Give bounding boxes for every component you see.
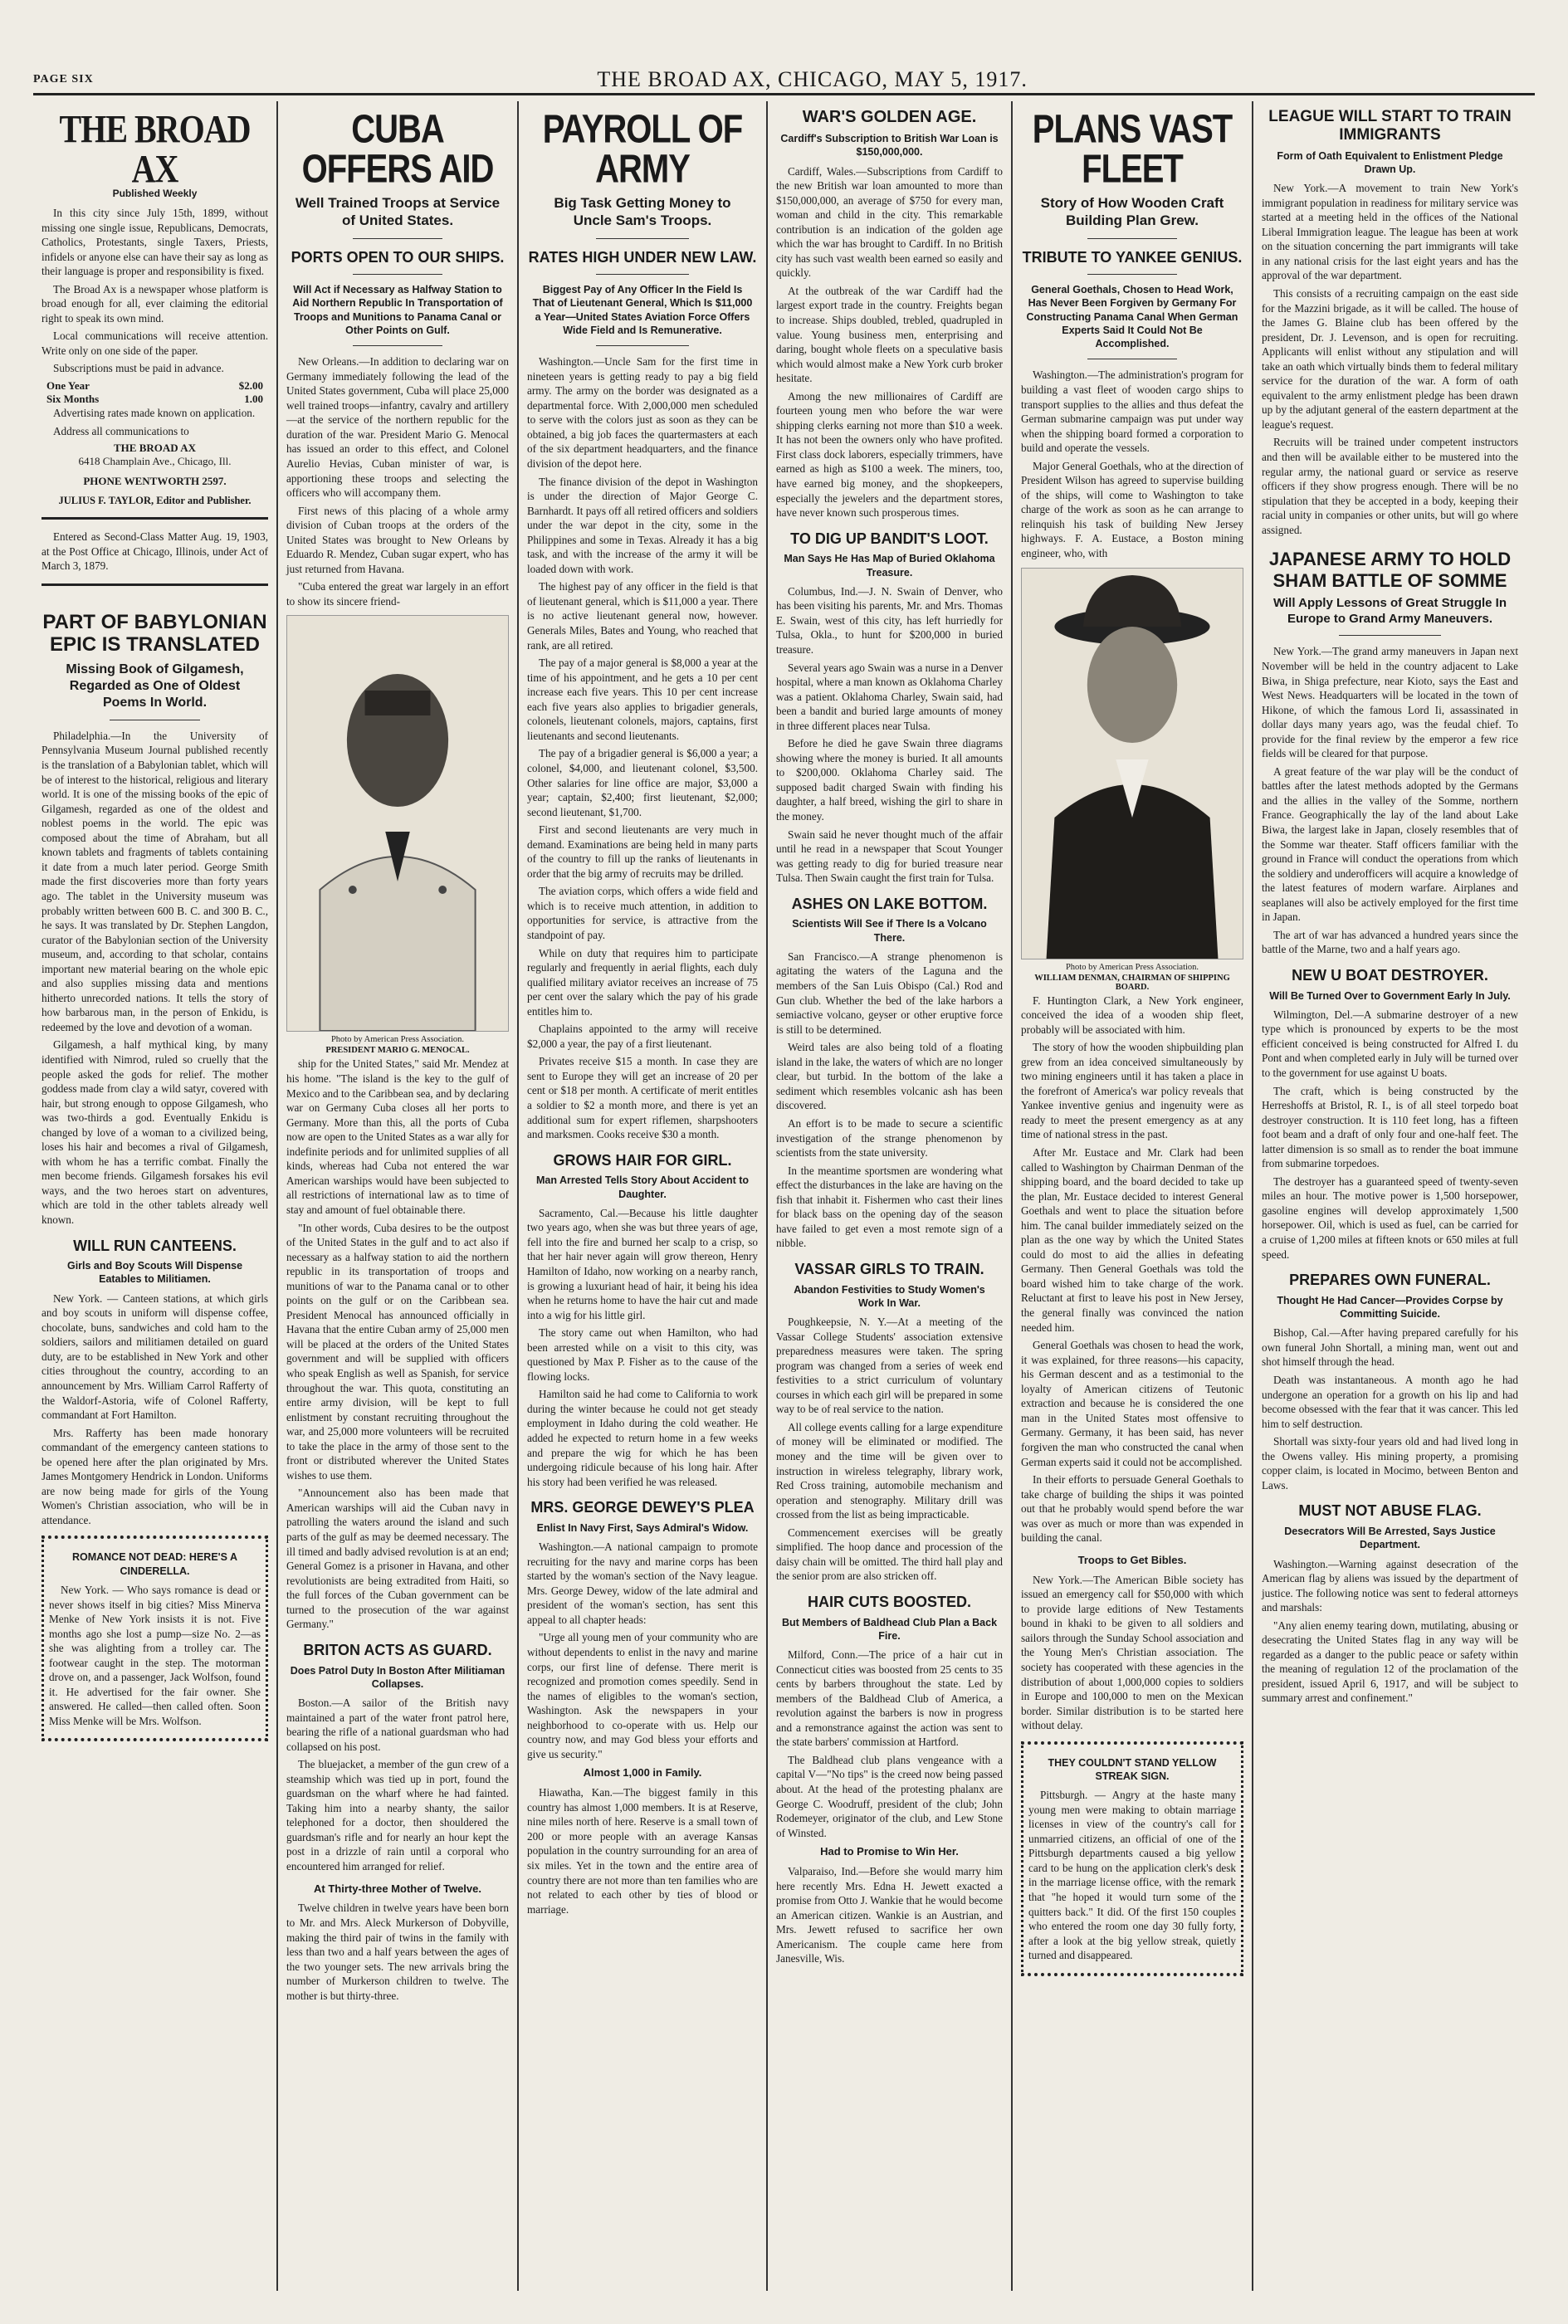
page-number: PAGE SIX bbox=[33, 73, 94, 85]
bandit-loot-text-4: Swain said he never thought much of the affair until he read in a newspaper that Scout Younger was getting ready to dig for buried treasure near Tulsa. Then Swain caught the first train for Tulsa. bbox=[776, 828, 1003, 885]
column-3 bbox=[519, 101, 768, 2291]
dewey-deck: Enlist In Navy First, Says Admiral's Widow. bbox=[536, 1521, 749, 1534]
vassar-text-3: Commencement exercises will be greatly simplified. The hoop dance and procession of the daisy chain will be omitted. The third hall play and the senior prom are also stricken off. bbox=[776, 1526, 1003, 1583]
immigrants-text-2: This consists of a recruiting campaign on the east side for the Mazzini brigade, as it will be called. The house of the James G. Blaine club has been offered by the president, Dr. J. Levenson, and is open for recruiting. Applicants will enlist without any stipulation and will take an oath which virtually binds them to federal military service for the duration of the war. A form of oath equivalent to the army enlistment pledge has been drawn up by the adjutant general of the eastern department at the league's request. bbox=[1262, 287, 1518, 431]
grows-hair-text-2: The story came out when Hamilton, who had been arrested while on a visit to this city, was questioned by Max P. Fisher as to the cause of the flowing locks. bbox=[527, 1326, 758, 1383]
cuba-deck: Well Trained Troops at Service of United States. bbox=[295, 195, 501, 229]
vassar-text-2: All college events calling for a large expenditure of money will be eliminated or modified. The money and the time will be given over to instruction in wireless telegraphy, library work, Red Cross training, automobile mechanism and operation and stenography. Military drill was crossed from the list as being impracticable. bbox=[776, 1420, 1003, 1521]
lake-bottom-deck: Scientists Will See if There Is a Volcano There. bbox=[792, 918, 987, 944]
immigrants-text-1: New York.—A movement to train New York's immigrant population in readiness for military service was started at a meeting held in the offices of the National Liberal Immigration league. The league has been at work on the situation concerning the part immigrants will take in any national crisis for the last eight years and has the approval of the war department. bbox=[1262, 182, 1518, 282]
funeral-text-1: Bishop, Cal.—After having prepared carefully for his own funeral John Shortall, a mining man, went out and shot himself through the head. bbox=[1262, 1326, 1518, 1369]
briton-headline: BRITON ACTS AS GUARD. bbox=[303, 1641, 492, 1658]
golden-age-deck: Cardiff's Subscription to British War Loan is $150,000,000. bbox=[780, 133, 999, 159]
bandit-loot-text-3: Before he died he gave Swain three diagrams showing where the money is buried. It all amounts to $200,000. Oklahoma Charley said. The supposed badit charged Swain with finding his daughter, a half breed, wishing the girl to share in the money. bbox=[776, 737, 1003, 823]
hair-cuts-text-1: Milford, Conn.—The price of a hair cut in Connecticut cities was boosted from 25 cents to 35 cents by barbers throughout the state. Led by members of the Baldhead Club of America, a revolution against the barbers is now in progress and a remonstrance against the action was sent to the state barbers' commission at Hartford. bbox=[776, 1648, 1003, 1749]
babylonian-epic-headline: PART OF BABYLONIAN EPIC IS TRANSLATED bbox=[42, 610, 267, 657]
advertising-note: Advertising rates made known on application. bbox=[53, 407, 256, 420]
canteens-text-2: Mrs. Rafferty has been made honorary commandant of the emergency canteen stations to be opened here after the plan originated by Mrs. James Montgomery Hendrick in London. Uniforms are now being made for girls of the Young Women's Christian association, who will be in attendance. bbox=[42, 1426, 268, 1526]
column-4 bbox=[768, 101, 1013, 2291]
payroll-text-5: The pay of a brigadier general is $6,000 a year; a colonel, $4,000, and lieutenant colonel, $3,500. Other salaries for line office are major, $3,000 a year; captain, $2,400; first lieutenant, $2,000; second lieutenant, $1,700. bbox=[527, 747, 758, 818]
briton-text-1: Boston.—A sailor of the British navy maintained a part of the water front patrol here, bearing the rifle of a national guardsman who had collapsed on his post. bbox=[286, 1697, 509, 1753]
denman-caption: WILLIAM DENMAN, CHAIRMAN OF SHIPPING BOARD. bbox=[1034, 973, 1230, 992]
portrait-illustration bbox=[287, 616, 508, 1031]
funeral-deck: Thought He Had Cancer—Provides Corpse by Committing Suicide. bbox=[1277, 1294, 1503, 1321]
payroll-text-1: Washington.—Uncle Sam for the first time in nineteen years is getting ready to pay a big field army. The army on the border was designated as a departmental force. With 2,000,000 men scheduled to serve with the colors just as soon as they can be obtained, a big job faces the quartermasters at each of the six department headquarters, and the finance division of the depot here. bbox=[527, 355, 758, 471]
hair-cuts-headline: HAIR CUTS BOOSTED. bbox=[807, 1593, 971, 1610]
flag-text-2: "Any alien enemy tearing down, mutilating, abusing or desecrating the United States flag in any way will be regarded as a danger to the public peace or safety within the meaning of regulation 12 of the proclamation of the president, issued April 6, 1917, and will be subject to summary arrest and confinement." bbox=[1262, 1618, 1518, 1705]
cuba-subdeck: Will Act if Necessary as Halfway Station to Aid Northern Republic In Transportation of Troops and Munitions to Panama Canal or Other Points on Gulf. bbox=[292, 284, 503, 336]
payroll-text-9: Chaplains appointed to the army will receive $2,000 a year, the pay of a first lieutenant. bbox=[527, 1023, 758, 1050]
vast-fleet-text-5: After Mr. Eustace and Mr. Clark had been called to Washington by Chairman Denman of the shipping board, and the board decided to take up the plan, Mr. Eustace decided to interest General Goethals and went to place the situation before him. The canal builder immediately seized on the plan as the one way by which the United States could do most to aid the allies in defeating Germany. Then General Goethals was told the board wished him to take charge of the work. Reluctant at first to leave his post in New Jersey, the general finally was convinced the nation needed him. bbox=[1021, 1146, 1243, 1334]
yellow-streak-text: Pittsburgh. — Angry at the haste many young men were making to obtain marriage licenses in view of the country's call for unmarried citizens, an official of one of the Pittsburgh departments caused a big yellow card to be hung on the application clerk's desk in the marriage license office, with the remark that "he hoped it would turn some of the quitters back." It did. Of the first 150 couples who entered the room one day 30 fully forty, after a look at the big yellow streak, quietly turned and disappeared. bbox=[1028, 1789, 1236, 1962]
vassar-headline: VASSAR GIRLS TO TRAIN. bbox=[794, 1260, 984, 1277]
u-boat-text-2: The craft, which is being constructed by the Herreshoffs at Bristol, R. I., is of all steel torpedo boat destroyer construction. It is 110 feet long, has a fifteen foot beam and a draft of only four and one-half feet. The latter dimension is so small as to render the boat immune from submarine torpedoes. bbox=[1262, 1084, 1518, 1170]
bandit-loot-text-2: Several years ago Swain was a nurse in a Denver hospital, where a man known as Oklahoma Charley was a patient. Oklahoma Charley, Swain said, had been a bandit and buried large amounts of money in three different places near Tulsa. bbox=[776, 661, 1003, 732]
lake-bottom-text-4: In the meantime sportsmen are wondering what effect the disturbances in the lake are having on the fish that inhabit it. Fishermen who cast their lines for black bass on the opening day of the season have failed to get even a most remote sign of a nibble. bbox=[776, 1164, 1003, 1250]
cinderella-box bbox=[42, 1536, 268, 1741]
golden-age-text-3: Among the new millionaires of Cardiff are fourteen young men who before the war were shipping clerks earning not more than $10 a week. It has not been the owners only who have profited. First class dock laborers, especially trimmers, have earned as high as $100 a week. The miners, too, have earned big money, and the shopkeepers, especially the jewelers and the department stores, have never known such prosperous times. bbox=[776, 389, 1003, 520]
paper-name: THE BROAD AX bbox=[59, 106, 251, 192]
lake-bottom-text-2: Weird tales are also being told of a floating island in the lake, the waters of which are no longer clear, but turbid. In the bottom of the lake a sediment which resembles volcanic ash has been discovered. bbox=[776, 1041, 1003, 1112]
babylonian-epic-text-2: Gilgamesh, a half mythical king, by many identified with Nimrod, ruled so cruelly that the people asked the gods for relief. The mother goddess made from clay a wild satyr, covered with hair, but strong enough to oppose Gilgamesh, who was two-thirds a god. Eventually Enkidu is changed by love of a woman to a civilized being, loses his hair and becomes a rival of Gilgamesh, with whom he has a terrific combat. Finally the men become friends. Gilgamesh forsakes his evil ways, and the two heroes start on adventures, which are told in the other tablets already well known. bbox=[42, 1038, 268, 1226]
communications-note: Local communications will receive attention. Write only on one side of the paper. bbox=[42, 330, 268, 357]
cuba-subhead: PORTS OPEN TO OUR SHIPS. bbox=[291, 248, 505, 266]
phone-number: PHONE WENTWORTH 2597. bbox=[83, 475, 227, 488]
canteens-text: New York. — Canteen stations, at which girls and boy scouts in uniform will dispense coffee, chocolate, buns, sandwiches and cold ham to the soldiers, sailors and militiamen detailed on guard duty, are to be established in New York and other cities throughout the country, according to an announcement by Mrs. William Carrol Rafferty of the Waldorf-Astoria, wife of Colonel Rafferty, commandant at Fort Hamilton. bbox=[42, 1291, 268, 1422]
japanese-army-headline: JAPANESE ARMY TO HOLD SHAM BATTLE OF SOMME bbox=[1268, 549, 1512, 591]
entry-notice: Entered as Second-Class Matter Aug. 19, 1903, at the Post Office at Chicago, Illinois, under Act of March 3, 1879. bbox=[42, 530, 268, 573]
column-2 bbox=[278, 101, 519, 2291]
mother-of-twelve-text: Twelve children in twelve years have been born to Mr. and Mrs. Aleck Murkerson of Dobyville, making the third pair of twins in the family with less than two and a half years between the ages of the two younger sets. The new arrivals bring the number of Murkerson children to twelve. The mother is but thirty-three. bbox=[286, 1902, 509, 2002]
immigrants-headline: LEAGUE WILL START TO TRAIN IMMIGRANTS bbox=[1268, 108, 1512, 144]
vast-fleet-text-4: The story of how the wooden shipbuilding plan grew from an idea conceived simultaneously by two mining engineers until it has taken a place in the forefront of America's war policy reveals that Yankee inventive genius and ingenuity were as ready to meet the present emergency as at any time of national stress in the past. bbox=[1021, 1041, 1243, 1141]
bibles-headline: Troops to Get Bibles. bbox=[1077, 1553, 1187, 1566]
mother-of-twelve-headline: At Thirty-three Mother of Twelve. bbox=[314, 1882, 481, 1895]
vassar-text-1: Poughkeepsie, N. Y.—At a meeting of the Vassar College Students' association extensive preparedness measures were taken. The spring program was changed from a series of week end festivities to a strict curriculum of voluntary courses in which each girl will be prepared in some way to be of real service to the nation. bbox=[776, 1316, 1003, 1416]
vast-fleet-headline: PLANS VAST FLEET bbox=[1032, 107, 1233, 192]
payroll-text-4: The pay of a major general is $8,000 a year at the time of his appointment, and he gets a 10 per cent increase each five years. This 10 per cent increase each five years also applies to brigadier generals, colonels, lieutenant colonels, majors, captains, first lieutenants and second lieutenants. bbox=[527, 657, 758, 742]
lake-bottom-headline: ASHES ON LAKE BOTTOM. bbox=[791, 895, 988, 912]
golden-age-text-2: At the outbreak of the war Cardiff had the largest export trade in the country. Freights began to increase. Ships doubled, trebled, quadrupled in value. Young business men, enterprising and daring, bought whole fleets on a speculative basis which would almost make a New York curb broker hesitate. bbox=[776, 284, 1003, 385]
bandit-loot-deck: Man Says He Has Map of Buried Oklahoma Treasure. bbox=[784, 553, 995, 579]
portrait-illustration bbox=[1022, 569, 1243, 959]
payroll-text-6: First and second lieutenants are very much in demand. Examinations are being held in many parts of the country to fill up the ranks of lieutenants in order that the big army of recruits may be drilled. bbox=[527, 823, 758, 880]
address-note: Address all communications to bbox=[53, 424, 189, 437]
payroll-subhead: RATES HIGH UNDER NEW LAW. bbox=[528, 248, 757, 266]
immigrants-deck: Form of Oath Equivalent to Enlistment Pledge Drawn Up. bbox=[1277, 149, 1503, 175]
cuba-text-1: New Orleans.—In addition to declaring war on Germany immediately following the lead of the United States government, Cuba will place 25,000 well trained troops—infantry, cavalry and artillery—at the service of the northern republic for the duration of the war. President Mario G. Menocal has issued an order to this effect, and Colonel Aurelio Hevias, Cuban minister of war, is apportioning these troops and selecting the officers who will accompany them. bbox=[286, 355, 509, 500]
babylonian-epic-text: Philadelphia.—In the University of Pennsylvania Museum Journal published recently is the translation of a Babylonian tablet, which will be of interest to the historical, religious and literary world. It is one of the missing books of the epic of Gilgamesh, regarded as one of the oldest and noblest poems in the world. The epic was composed about the time of Abraham, but all known tablets and fragments of tablets containing it date from a much later period. George Smith made the first discoveries more than forty years ago. The tablet in the University museum was probably written between 600 B. C. and 300 B. C., he says. It was translated by Dr. Stephen Langdon, curator of the Babylonian section of the University museum, and, according to that scholar, contains important new material bearing on the whole epic and also supplies missing data and mentions hitherto unrecorded nations. It tells the story of how barbarous man, in the person of Enkidu, is redeemed by the love and devotion of a woman. bbox=[42, 729, 268, 1033]
bandit-loot-text-1: Columbus, Ind.—J. N. Swain of Denver, who has been visiting his parents, Mr. and Mrs. Thomas E. Swain, west of this city, has left hurriedly for Tulsa, Okla., to hunt for $200,000 in buried treasure. bbox=[776, 584, 1003, 656]
immigrants-text-3: Recruits will be trained under competent instructors and then will be available either to be mustered into the regular army, the national guard or service as reserve officers if they show progress enough. There will be no stipulation that they be accepted in a body, keeping their racial unity in companies or other units, but will go where assigned. bbox=[1262, 436, 1518, 536]
about-paragraph: In this city since July 15th, 1899, without missing one single issue, Republicans, Democrats, Catholics, Protestants, single Taxers, Priests, infidels or anyone else can have their say as long as their language is proper and responsibility is fixed. bbox=[42, 207, 268, 278]
vast-fleet-deck: Story of How Wooden Craft Building Plan Grew. bbox=[1040, 195, 1224, 229]
big-family-headline: Almost 1,000 in Family. bbox=[583, 1766, 702, 1780]
columns bbox=[33, 101, 1535, 2291]
subscriptions-note: Subscriptions must be paid in advance. bbox=[53, 362, 224, 375]
grows-hair-text-1: Sacramento, Cal.—Because his little daughter two years ago, when she was but three years of age, fell into the fire and burned her scalp to a crisp, so that her hair never again will grow thereon, Henry Hamilton of Idaho, now working on a nearby ranch, is growing a luxuriant head of hair, it being his idea when he returns home to have the hair cut and made into a wig for his little girl. bbox=[527, 1206, 758, 1321]
funeral-text-2: Death was instantaneous. A month ago he had undergone an operation for a growth on his lip and had become obsessed with the fear that it was cancer. This led him to self destruction. bbox=[1262, 1373, 1518, 1430]
column-6 bbox=[1253, 101, 1526, 2291]
dewey-headline: MRS. GEORGE DEWEY'S PLEA bbox=[530, 1499, 755, 1516]
dewey-text-2: "Urge all young men of your community who are without dependents to enlist in the navy and marine corps, our first line of defense. There merit is recognized and promotion comes speedily. Send in the names of eligibles to the woman's section, Washington. Ask the newspapers in your neighborhood to co-operate with us. Help our country now, and may God bless your efforts and give us security." bbox=[527, 1631, 758, 1760]
cuba-headline: CUBA OFFERS AID bbox=[301, 107, 494, 192]
u-boat-deck: Will Be Turned Over to Government Early In July. bbox=[1269, 989, 1511, 1002]
hair-cuts-deck: But Members of Baldhead Club Plan a Back Fire. bbox=[781, 1616, 998, 1642]
address-line: 6418 Champlain Ave., Chicago, Ill. bbox=[78, 455, 232, 468]
cuba-text-6: "Announcement also has been made that American warships will aid the Cuban navy in patrolling the waters around the island and such parts of the gulf as may be deemed necessary. The ill timed and badly advised revolution is at an end; General Gomez is a prisoner in Havana, and other revolutionists are being extradited from Haiti, so the full forces of the Cuban government can be turned to the prosecution of the war against Germany." bbox=[286, 1487, 509, 1631]
denman-photo-credit: Photo by American Press Association. bbox=[1065, 962, 1199, 972]
editor-line: JULIUS F. TAYLOR, Editor and Publisher. bbox=[58, 495, 252, 507]
vast-fleet-text-1: Washington.—The administration's program for building a vast fleet of wooden cargo ships to transport supplies to the allies and thus defeat the German submarine campaign was put under way when the shipping board formed a corporation to build and operate the vessels. bbox=[1021, 369, 1243, 455]
briton-text-2: The bluejacket, a member of the gun crew of a steamship which was tied up in port, found the guardsman on the wharf where he had fainted. Taking him into a nearby shanty, the sailor telephoned for a doctor, then shouldered the guardsman's rifle and for nearly an hour kept the post in a drizzle of rain until a corporal who encountered him arranged for relief. bbox=[286, 1758, 509, 1873]
briton-deck: Does Patrol Duty In Boston After Militiaman Collapses. bbox=[290, 1664, 506, 1690]
golden-age-headline: WAR'S GOLDEN AGE. bbox=[802, 108, 977, 126]
u-boat-text-1: Wilmington, Del.—A submarine destroyer of a new type which is pronounced by experts to be the most efficient conceived is being constructed for Alfred I. du Pont and when completed early in July will be turned over to the government for use against U boats. bbox=[1262, 1008, 1518, 1080]
payroll-text-2: The finance division of the depot in Washington is under the direction of Major George C. Barnhardt. It pays off all retired officers and soldiers under the war depot in the city, some in the Philippines and some in Texas. Already it has a big task, and with the increase of the army it will be loaded down with work. bbox=[527, 475, 758, 575]
japanese-army-deck: Will Apply Lessons of Great Struggle In Europe to Grand Army Maneuvers. bbox=[1272, 595, 1507, 626]
canteens-deck: Girls and Boy Scouts Will Dispense Eatables to Militiamen. bbox=[66, 1260, 243, 1286]
published-weekly: Published Weekly bbox=[112, 188, 198, 199]
flag-headline: MUST NOT ABUSE FLAG. bbox=[1298, 1502, 1482, 1520]
denman-portrait bbox=[1021, 568, 1243, 959]
payroll-text-8: While on duty that requires him to participate regularly and frequently in aerial flights, each duly qualified military aviator receives an increase of 75 per cent over the salary which the pay of his grade entitles him to. bbox=[527, 946, 758, 1018]
yellow-streak-box bbox=[1021, 1741, 1243, 1976]
payroll-text-7: The aviation corps, which offers a wide field and which is to receive much attention, in addition to opportunities for service, is attractive from the standpoint of pay. bbox=[527, 885, 758, 941]
platform-paragraph: The Broad Ax is a newspaper whose platform is broad enough for all, ever claiming the editorial right to speak its own mind. bbox=[42, 282, 268, 325]
lake-bottom-text-3: An effort is to be made to secure a scientific investigation of the strange phenomenon by scientists from the state university. bbox=[776, 1116, 1003, 1160]
japanese-army-text-1: New York.—The grand army maneuvers in Japan next November will be held in the country adjacent to Lake Biwa, in Shiga prefecture, near Kioto, says the East and West News. Headquarters will be located in the town of Hikone, of which the famous Lord Ii, assassinated in dollar days many years ago, was the feudal chief. To provide for the final review by the emperor a few rice fields will be cleared for that purpose. bbox=[1262, 645, 1518, 760]
u-boat-headline: NEW U BOAT DESTROYER. bbox=[1292, 966, 1488, 984]
vast-fleet-text-6: General Goethals was chosen to head the work, it was explained, for three reasons—his capacity, his German descent and as a testimonial to the loyalty of American citizens of Teutonic extraction and because he is considered the one man in the United States most offensive to Germany. Germany, it has been said, has never forgiven the man who constructed the canal when German experts said it could not be accomplished. bbox=[1021, 1339, 1243, 1468]
cinderella-text: New York. — Who says romance is dead or never shows itself in big cities? Miss Minerva Menke of New York insists it is not. Five months ago she lost a pump—size No. 2—as she was alighting from a trolley car. The footwear caught in the step. The motorman drove on, and a passenger, Jack Wolfson, found it. He advertised for the fair owner. She answered. He called—then called often. Soon Miss Menke will be Mrs. Wolfson. bbox=[49, 1583, 261, 1727]
grows-hair-headline: GROWS HAIR FOR GIRL. bbox=[553, 1151, 732, 1169]
big-family-text: Hiawatha, Kan.—The biggest family in this country has almost 1,000 members. It is at Reserve, nine miles north of here. Reserve is a small town of 200 or more people with an average Kansas population in the country surrounding for an area of six miles. Yet in the town and the entire area of country there are not more than ten families who are not related to each other by ties of blood or marriage. bbox=[527, 1786, 758, 1916]
payroll-deck: Big Task Getting Money to Uncle Sam's Troops. bbox=[554, 195, 731, 229]
vassar-deck: Abandon Festivities to Study Women's Work In War. bbox=[794, 1283, 985, 1309]
golden-age-text-1: Cardiff, Wales.—Subscriptions from Cardiff to the new British war loan amounted to more than $150,000,000, an average of $750 for every man, woman and child in the city. This remarkable contribution is an indication of the golden age which the war has brought to Cardiff. In no British city has such vast wealth been earned so easily and quickly. bbox=[776, 164, 1003, 280]
cuba-text-5: "In other words, Cuba desires to be the outpost of the United States in the gulf and to act also if necessary as a halfway station to aid the northern republic in its transportation of troops and munitions of war to the Panama canal or to other points on the gulf or on the Caribbean sea. President Menocal has announced officially in Havana that the entire Cuban army of 25,000 men will be placed at the orders of the United States government and will be supplied with officers who speak English as well as Spanish, for service throughout the war. This quota, constituting an entire army division, will be kept to full enlistment by constant recruiting throughout the war, and 25,000 more volunteers will be recruited to take the place in the army of those sent to the front or distributed wherever the United States wishes to use them. bbox=[286, 1221, 509, 1482]
newspaper-date-line: THE BROAD AX, CHICAGO, MAY 5, 1917. bbox=[597, 67, 1028, 91]
funeral-text-3: Shortall was sixty-four years old and had lived long in the Owens valley. His mining property, a promising copper claim, is located in Mocimo, between Benton and Laws. bbox=[1262, 1435, 1518, 1492]
japanese-army-text-2: A great feature of the war play will be the conduct of battles after the latest methods adopted by the Germans and the allies in the valley of the Somme, northern France. Geographically the lay of the land about Lake Biwa, the largest lake in Japan, closely resembles that of the Somme war theater. Staff officers familiar with the ground in France will conduct the operations from which the soldiery and underofficers will acquire a knowledge of the latest features of modern warfare. Airplanes and seaplanes will also be actively employed for the first time in Japan. bbox=[1262, 764, 1518, 924]
promise-text: Valparaiso, Ind.—Before she would marry him here recently Mrs. Edna H. Jewett exacted a promise from Otto J. Wankie that he would become an American citizen. Wankie is an Austrian, and Mrs. Jewett refused to sacrifice her own Americanism. The couple came here from Janesville, Wis. bbox=[776, 1865, 1003, 1965]
payroll-text-10: Privates receive $15 a month. In case they are sent to Europe they will get an increase of 20 per cent or $18 per month. A certificate of merit entitles a soldier to $2 a month more, and there is yet an additional sum for expert riflemen, sharpshooters and marksmen. Cooks receive $30 a month. bbox=[527, 1055, 758, 1141]
cuba-text-3: "Cuba entered the great war largely in an effort to show its sincere friend- bbox=[286, 580, 509, 608]
column-5 bbox=[1013, 101, 1253, 2291]
japanese-army-text-3: The art of war has advanced a hundred years since the battle of the Marne, two and a half years ago. bbox=[1262, 928, 1518, 956]
column-1 bbox=[33, 101, 278, 2291]
vast-fleet-subdeck: General Goethals, Chosen to Head Work, Has Never Been Forgiven by Germany For Constructing Panama Canal When German Experts Said It Could Not Be Accomplished. bbox=[1026, 284, 1238, 350]
dewey-text-1: Washington.—A national campaign to promote recruiting for the navy and marine corps has been started by the woman's section of the Navy league. Mrs. George Dewey, widow of the late admiral and president of the woman's section, has sent this appeal to all chapter heads: bbox=[527, 1540, 758, 1626]
payroll-headline: PAYROLL OF ARMY bbox=[542, 107, 743, 192]
u-boat-text-3: The destroyer has a guaranteed speed of twenty-seven miles an hour. The motive power is 1,500 horsepower, gasoline engines will develop approximately 1,500 horsepower. Oil, which is used as fuel, can be carried for a cruise of 1,200 miles at fifteen knots or 650 miles at full speed. bbox=[1262, 1174, 1518, 1261]
vast-fleet-text-7: In their efforts to persuade General Goethals to take charge of building the ships it was pointed out that he probably would spend before the war was over as much or more than was expended in building the canal. bbox=[1021, 1473, 1243, 1545]
bandit-loot-headline: TO DIG UP BANDIT'S LOOT. bbox=[790, 530, 989, 547]
funeral-headline: PREPARES OWN FUNERAL. bbox=[1289, 1272, 1491, 1289]
grows-hair-deck: Man Arrested Tells Story About Accident to Daughter. bbox=[535, 1174, 750, 1200]
babylonian-epic-deck: Missing Book of Gilgamesh, Regarded as One of Oldest Poems In World. bbox=[66, 662, 244, 710]
menocal-portrait bbox=[286, 615, 509, 1032]
flag-text-1: Washington.—Warning against desecration of the American flag by aliens was issued by the department of justice. The following notice was sent to federal attorneys and marshals: bbox=[1262, 1557, 1518, 1614]
rate-six-months: Six Months 1.00 bbox=[46, 393, 263, 406]
promise-headline: Had to Promise to Win Her. bbox=[820, 1845, 959, 1858]
bibles-text: New York.—The American Bible society has issued an emergency call for $50,000 with which to provide large editions of New Testaments bound in khaki to be given to all soldiers and sailors through the Sunday School association and the Young Men's Christian association. The society has cooperated with these agencies in the distribution of about 1,000,000 copies to soldiers in Europe and 100,000 to men on the Mexican border. Similar distribution is to be started here without delay. bbox=[1021, 1573, 1243, 1732]
grows-hair-text-3: Hamilton said he had come to California to work during the winter because he could not get steady employment in Idaho during the cold weather. He added he expected to return home in a few weeks and prepare the wig for which he has been undergoing ridicule because of his long hair. After his story had been verified he was released. bbox=[527, 1388, 758, 1488]
lake-bottom-text-1: San Francisco.—A strange phenomenon is agitating the waters of the Laguna and the members of the San Luis Obispo (Cal.) Rod and Gun club. Whether the bed of the lake harbors a semiactive volcano, geyser or other eruptive force is still to be determined. bbox=[776, 950, 1003, 1036]
cuba-text-2: First news of this placing of a whole army division of Cuban troops at the orders of the United States was brought to New Orleans by Eduardo R. Mendez, Cuban sugar expert, who has just returned from Havana. bbox=[286, 504, 509, 575]
hair-cuts-text-2: The Baldhead club plans vengeance with a capital V—"No tips" is the creed now being passed about. At the head of the protesting phalanx are George C. Woodruff, president of the club; John Rodemeyer, originator of the club, and Lew Stone of Winsted. bbox=[776, 1753, 1003, 1839]
canteens-headline: WILL RUN CANTEENS. bbox=[73, 1237, 237, 1254]
vast-fleet-text-3: F. Huntington Clark, a New York engineer, conceived the idea of a wooden ship fleet, probably will be associated with him. bbox=[1021, 994, 1243, 1036]
cuba-text-4: ship for the United States," said Mr. Mendez at his home. "The island is the key to the gulf of Mexico and to the Caribbean sea, and by declaring war on Germany Cuba closes all her ports to Germany. More than this, all the ports of Cuba now are open to the United States as a war ally for indefinite periods and for unlimited supplies of all kinds, whereas had Cuba not entered the war American warships would have been subjected to all restrictions of international law as to time of stay and amount of fuel obtainable there. bbox=[286, 1057, 509, 1216]
address-name: THE BROAD AX bbox=[114, 442, 196, 455]
rate-one-year: One Year $2.00 bbox=[46, 379, 263, 393]
cinderella-headline: ROMANCE NOT DEAD: HERE'S A CINDERELLA. bbox=[71, 1551, 238, 1577]
payroll-subdeck: Biggest Pay of Any Officer In the Field Is That of Lieutenant General, Which Is $11,000 a Year—United States Aviation Force Offers Wide Field and Is Remunerative. bbox=[532, 284, 753, 336]
flag-deck: Desecrators Will Be Arrested, Says Justice Department. bbox=[1284, 1526, 1496, 1551]
menocal-photo-credit: Photo by American Press Association. bbox=[330, 1035, 465, 1045]
vast-fleet-subhead: TRIBUTE TO YANKEE GENIUS. bbox=[1022, 248, 1243, 266]
payroll-text-3: The highest pay of any officer in the field is that of lieutenant general, which is $11,000 a year. There is no active lieutenant general now, however. Generals Miles, Bates and Young, who reached that rank, are all retired. bbox=[527, 580, 758, 652]
yellow-streak-headline: THEY COULDN'T STAND YELLOW STREAK SIGN. bbox=[1048, 1756, 1217, 1782]
menocal-caption: PRESIDENT MARIO G. MENOCAL. bbox=[325, 1046, 470, 1056]
vast-fleet-text-2: Major General Goethals, who at the direction of President Wilson has agreed to supervise building of the ships, will come to Washington to take charge of the work as soon as he can arrange to relinquish his task of building New Jersey highways. F. A. Eustace, a Boston mining engineer, who, with bbox=[1021, 459, 1243, 559]
masthead bbox=[33, 66, 1535, 95]
